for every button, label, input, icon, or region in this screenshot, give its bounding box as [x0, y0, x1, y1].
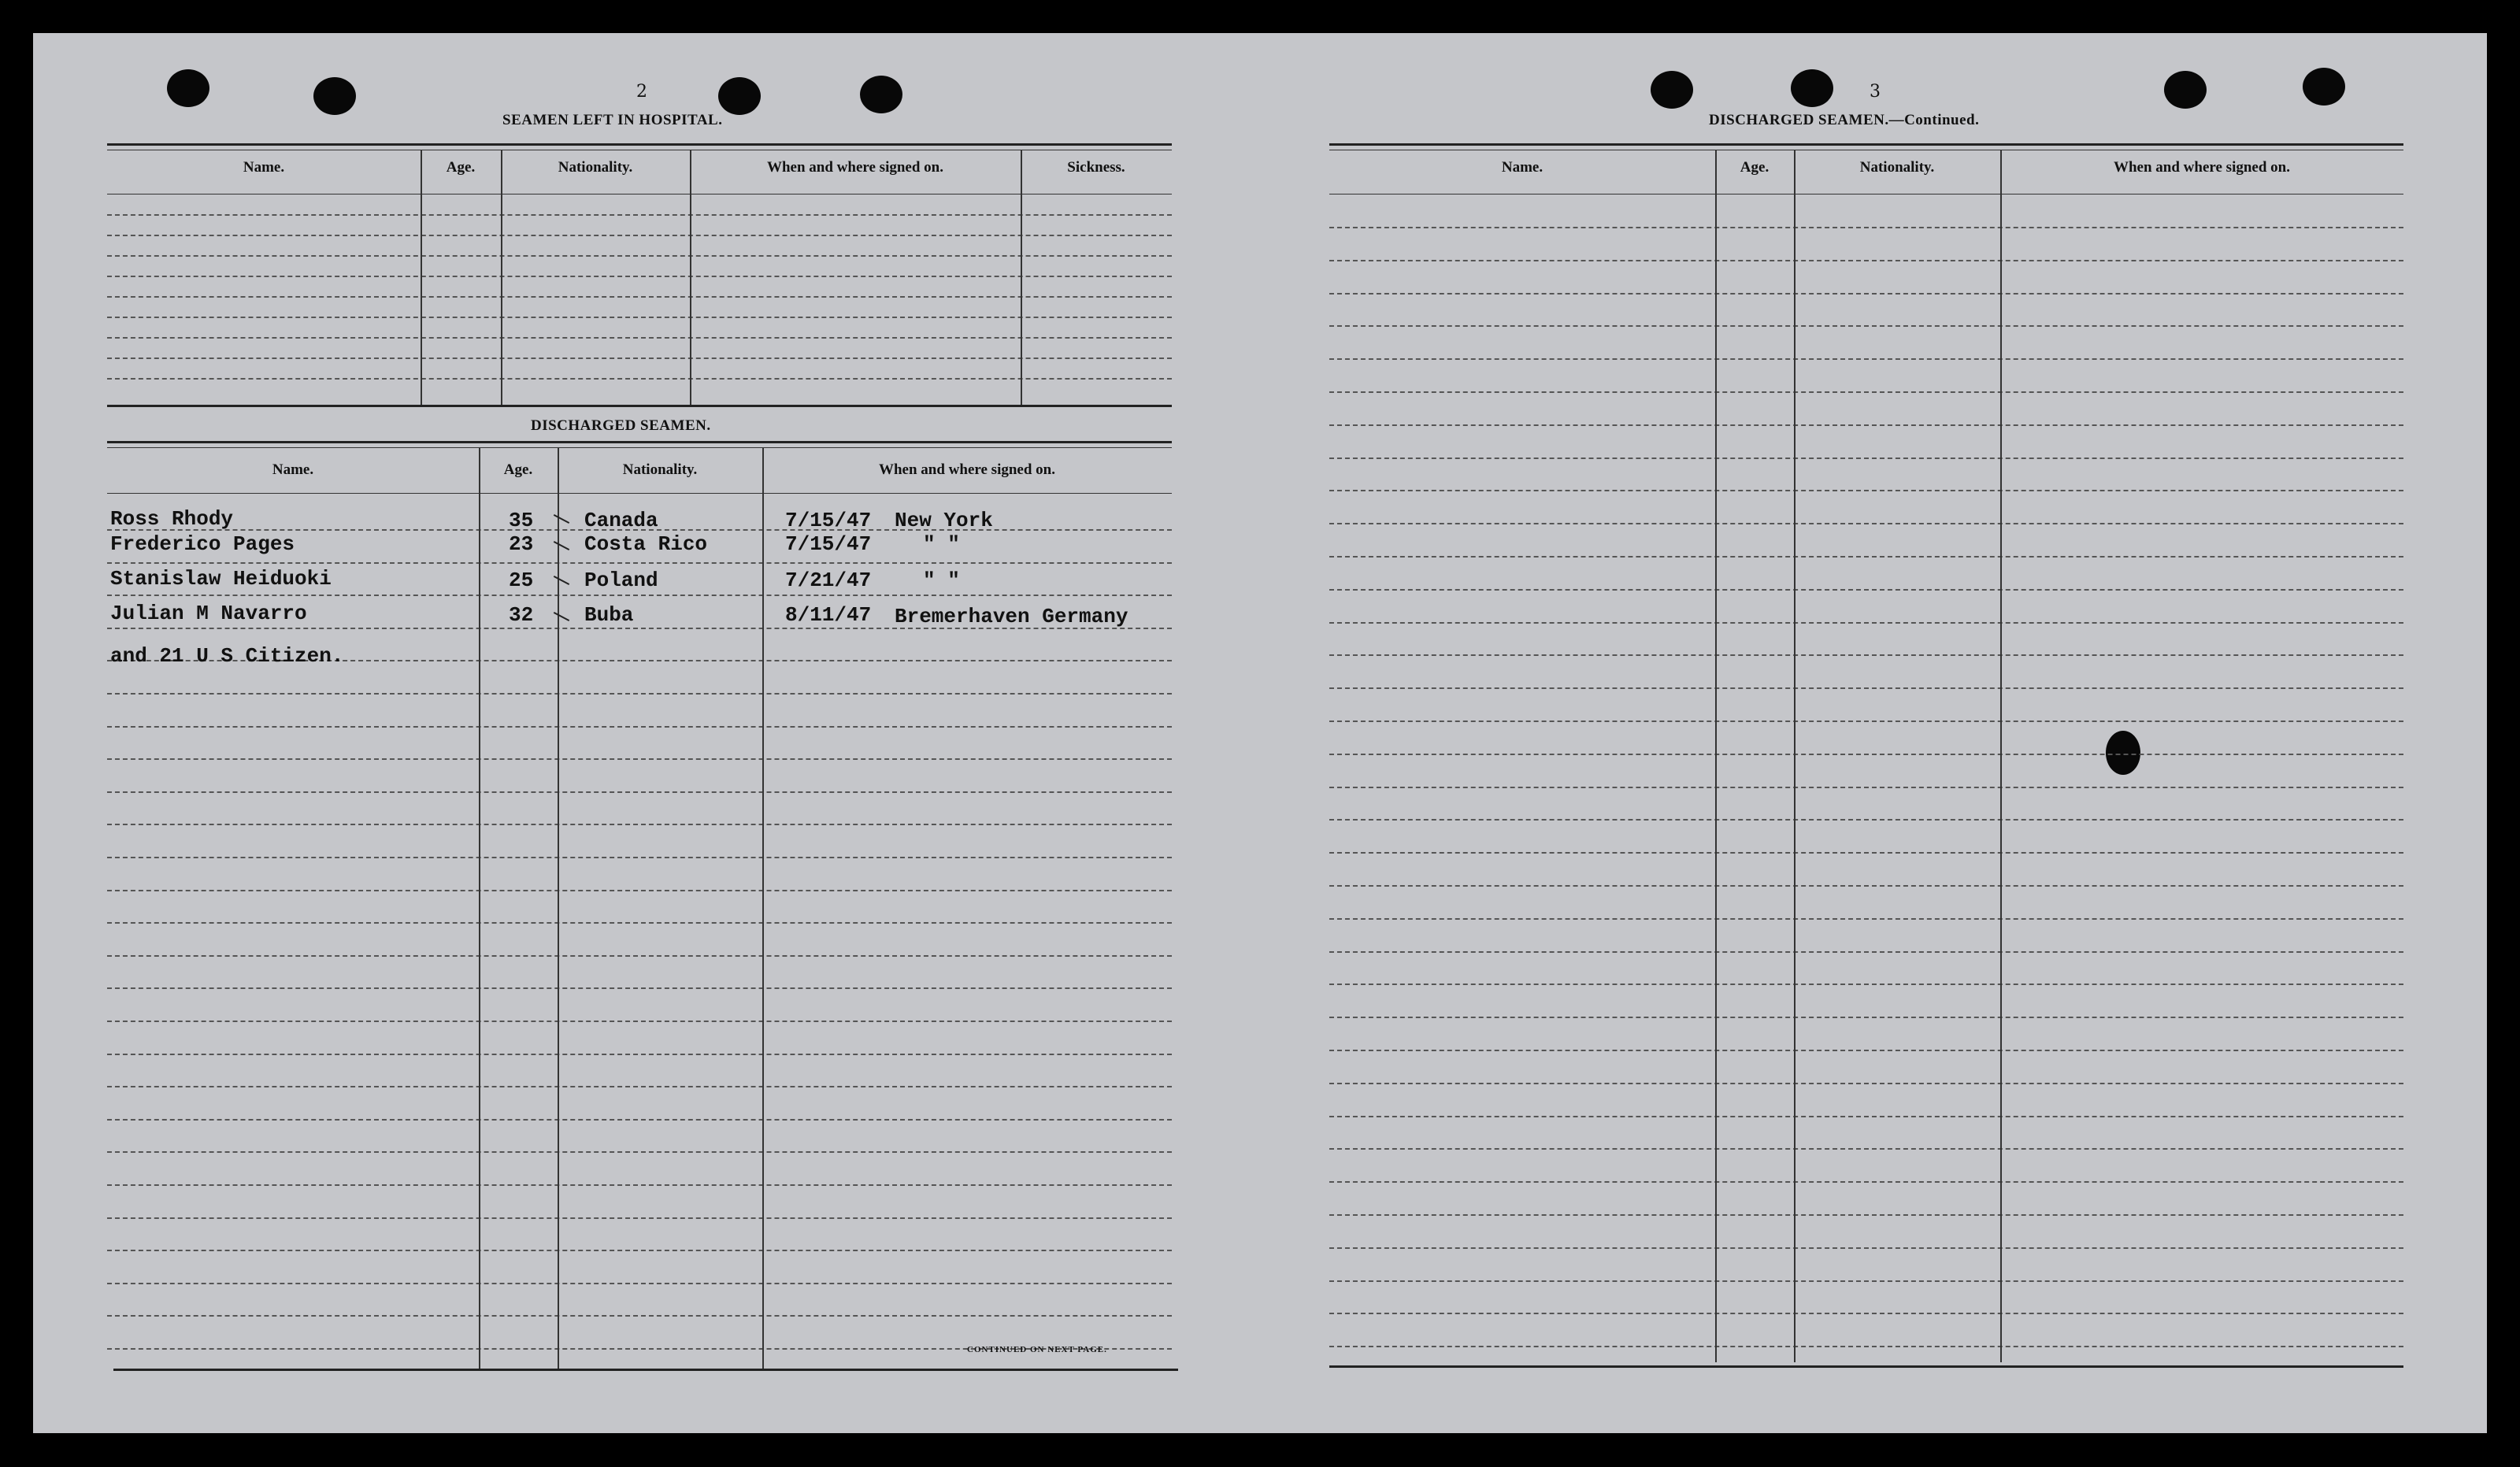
right-col-name: Name.: [1501, 159, 1544, 176]
row-line: [1329, 1214, 2403, 1216]
row-line: [1329, 1083, 2403, 1084]
row-line: [1329, 687, 2403, 689]
punch-hole: [1791, 69, 1833, 107]
row-line: [1329, 852, 2403, 854]
row-line: [1329, 1050, 2403, 1051]
row-line: [107, 922, 1172, 924]
seaman-nationality: Poland: [584, 569, 658, 592]
row-line: [1329, 523, 2403, 524]
page-number: 3: [1870, 82, 1881, 102]
row-line: [107, 1250, 1172, 1251]
row-line: [107, 1315, 1172, 1317]
row-line: [1329, 885, 2403, 887]
hospital-col-age: Age.: [446, 159, 476, 176]
discharged-col-age: Age.: [503, 461, 533, 478]
hospital-row-line: [107, 317, 1172, 318]
punch-hole: [2164, 71, 2207, 109]
signed-on-date: 8/11/47: [785, 603, 872, 627]
row-line: [1329, 391, 2403, 393]
row-line: [107, 1184, 1172, 1186]
hospital-section-title: SEAMEN LEFT IN HOSPITAL.: [502, 112, 723, 128]
punch-hole: [718, 77, 761, 115]
row-line: [107, 562, 1172, 564]
us-citizen-summary: and 21 U S Citizen.: [110, 644, 344, 668]
signed-on-date: 7/15/47: [785, 509, 872, 532]
row-line: [107, 1217, 1172, 1219]
row-line: [1329, 293, 2403, 295]
signed-on-place: New York: [895, 509, 993, 532]
punch-hole: [860, 76, 902, 113]
discharged-col-name: Name.: [272, 461, 314, 478]
continued-footer: CONTINUED ON NEXT PAGE.: [967, 1345, 1107, 1354]
seaman-name: Stanislaw Heiduoki: [110, 567, 332, 591]
row-line: [1329, 325, 2403, 327]
seaman-nationality: Buba: [584, 603, 634, 627]
punch-hole: [167, 69, 209, 107]
discharged-bottom-rule: [113, 1369, 1178, 1371]
row-line: [1329, 458, 2403, 459]
row-line: [1329, 1116, 2403, 1117]
right-col-signed-on: When and where signed on.: [2113, 159, 2290, 176]
discharged-top-rule-2: [107, 447, 1172, 448]
hospital-col-divider: [1021, 150, 1022, 406]
discharged-col-signed-on: When and where signed on.: [878, 461, 1055, 478]
discharged-col-divider: [762, 447, 764, 1369]
signed-on-place: " ": [923, 532, 960, 556]
row-line: [107, 1054, 1172, 1055]
row-line: [107, 987, 1172, 989]
row-line: [1329, 358, 2403, 360]
hospital-row-line: [107, 296, 1172, 298]
signed-on-place: " ": [923, 569, 960, 592]
punch-hole: [1651, 71, 1693, 109]
hospital-col-name: Name.: [243, 159, 285, 176]
right-col-divider: [1794, 150, 1796, 1362]
hospital-row-line: [107, 214, 1172, 216]
hospital-row-line: [107, 357, 1172, 359]
ledger-paper: [33, 33, 2487, 1433]
row-line: [1329, 819, 2403, 821]
row-line: [1329, 1313, 2403, 1314]
signed-on-date: 7/21/47: [785, 569, 872, 592]
seaman-name: Frederico Pages: [110, 532, 295, 556]
row-line: [1329, 227, 2403, 228]
check-mark: [554, 576, 569, 585]
row-line: [107, 1119, 1172, 1121]
page-number: 2: [636, 82, 647, 102]
row-line: [107, 955, 1172, 957]
punch-hole: [2303, 68, 2345, 106]
check-mark: [554, 514, 569, 524]
row-line: [1329, 1247, 2403, 1249]
row-line: [107, 595, 1172, 596]
row-line: [1329, 1017, 2403, 1018]
right-col-divider: [1715, 150, 1717, 1362]
discharged-section-title: DISCHARGED SEAMEN.: [531, 417, 711, 434]
row-line: [107, 1151, 1172, 1153]
discharged-col-nationality: Nationality.: [622, 461, 698, 478]
hospital-row-line: [107, 235, 1172, 236]
right-section-title: DISCHARGED SEAMEN.—Continued.: [1709, 112, 1980, 128]
row-line: [107, 693, 1172, 695]
hospital-col-divider: [690, 150, 691, 406]
row-line: [107, 791, 1172, 793]
hospital-col-sickness: Sickness.: [1067, 159, 1125, 176]
right-top-rule: [1329, 143, 2403, 146]
row-line: [1329, 260, 2403, 261]
row-line: [107, 857, 1172, 858]
row-line: [107, 1086, 1172, 1087]
row-line: [1329, 424, 2403, 426]
row-line: [107, 824, 1172, 825]
row-line: [1329, 556, 2403, 558]
row-line: [107, 726, 1172, 728]
right-col-nationality: Nationality.: [1859, 159, 1935, 176]
row-line: [1329, 787, 2403, 788]
seaman-name: Ross Rhody: [110, 507, 234, 531]
hospital-bottom-rule: [107, 405, 1172, 407]
hospital-row-line: [107, 337, 1172, 339]
seaman-age: 25: [509, 569, 534, 592]
hospital-row-line: [107, 255, 1172, 257]
right-col-age: Age.: [1740, 159, 1770, 176]
row-line: [1329, 1148, 2403, 1150]
right-bottom-rule: [1329, 1365, 2403, 1368]
seaman-age: 32: [509, 603, 534, 627]
hospital-row-line: [107, 276, 1172, 277]
row-line: [1329, 1181, 2403, 1183]
discharged-col-divider: [479, 447, 480, 1369]
punch-hole: [313, 77, 356, 115]
row-line: [1329, 754, 2403, 755]
seaman-age: 23: [509, 532, 534, 556]
row-line: [1329, 918, 2403, 920]
seaman-nationality: Costa Rico: [584, 532, 708, 556]
row-line: [1329, 490, 2403, 491]
row-line: [107, 758, 1172, 760]
hospital-col-divider: [421, 150, 422, 406]
discharged-header-rule: [107, 493, 1172, 494]
row-line: [1329, 622, 2403, 624]
row-line: [1329, 1346, 2403, 1347]
signed-on-place: Bremerhaven Germany: [895, 605, 1128, 628]
row-line: [107, 1283, 1172, 1284]
seaman-name: Julian M Navarro: [110, 602, 307, 625]
hospital-col-divider: [501, 150, 502, 406]
check-mark: [554, 541, 569, 550]
check-mark: [554, 612, 569, 621]
discharged-top-rule: [107, 441, 1172, 443]
row-line: [1329, 984, 2403, 985]
row-line: [107, 890, 1172, 891]
signed-on-date: 7/15/47: [785, 532, 872, 556]
seaman-age: 35: [509, 509, 534, 532]
row-line: [1329, 1280, 2403, 1282]
hospital-row-line: [107, 378, 1172, 380]
row-line: [1329, 654, 2403, 656]
hospital-col-signed-on: When and where signed on.: [766, 159, 943, 176]
hospital-top-rule: [107, 143, 1172, 146]
row-line: [1329, 721, 2403, 722]
row-line: [1329, 951, 2403, 953]
right-col-divider: [2000, 150, 2002, 1362]
seaman-nationality: Canada: [584, 509, 658, 532]
hospital-col-nationality: Nationality.: [558, 159, 633, 176]
discharged-col-divider: [558, 447, 559, 1369]
row-line: [107, 1021, 1172, 1022]
row-line: [1329, 589, 2403, 591]
